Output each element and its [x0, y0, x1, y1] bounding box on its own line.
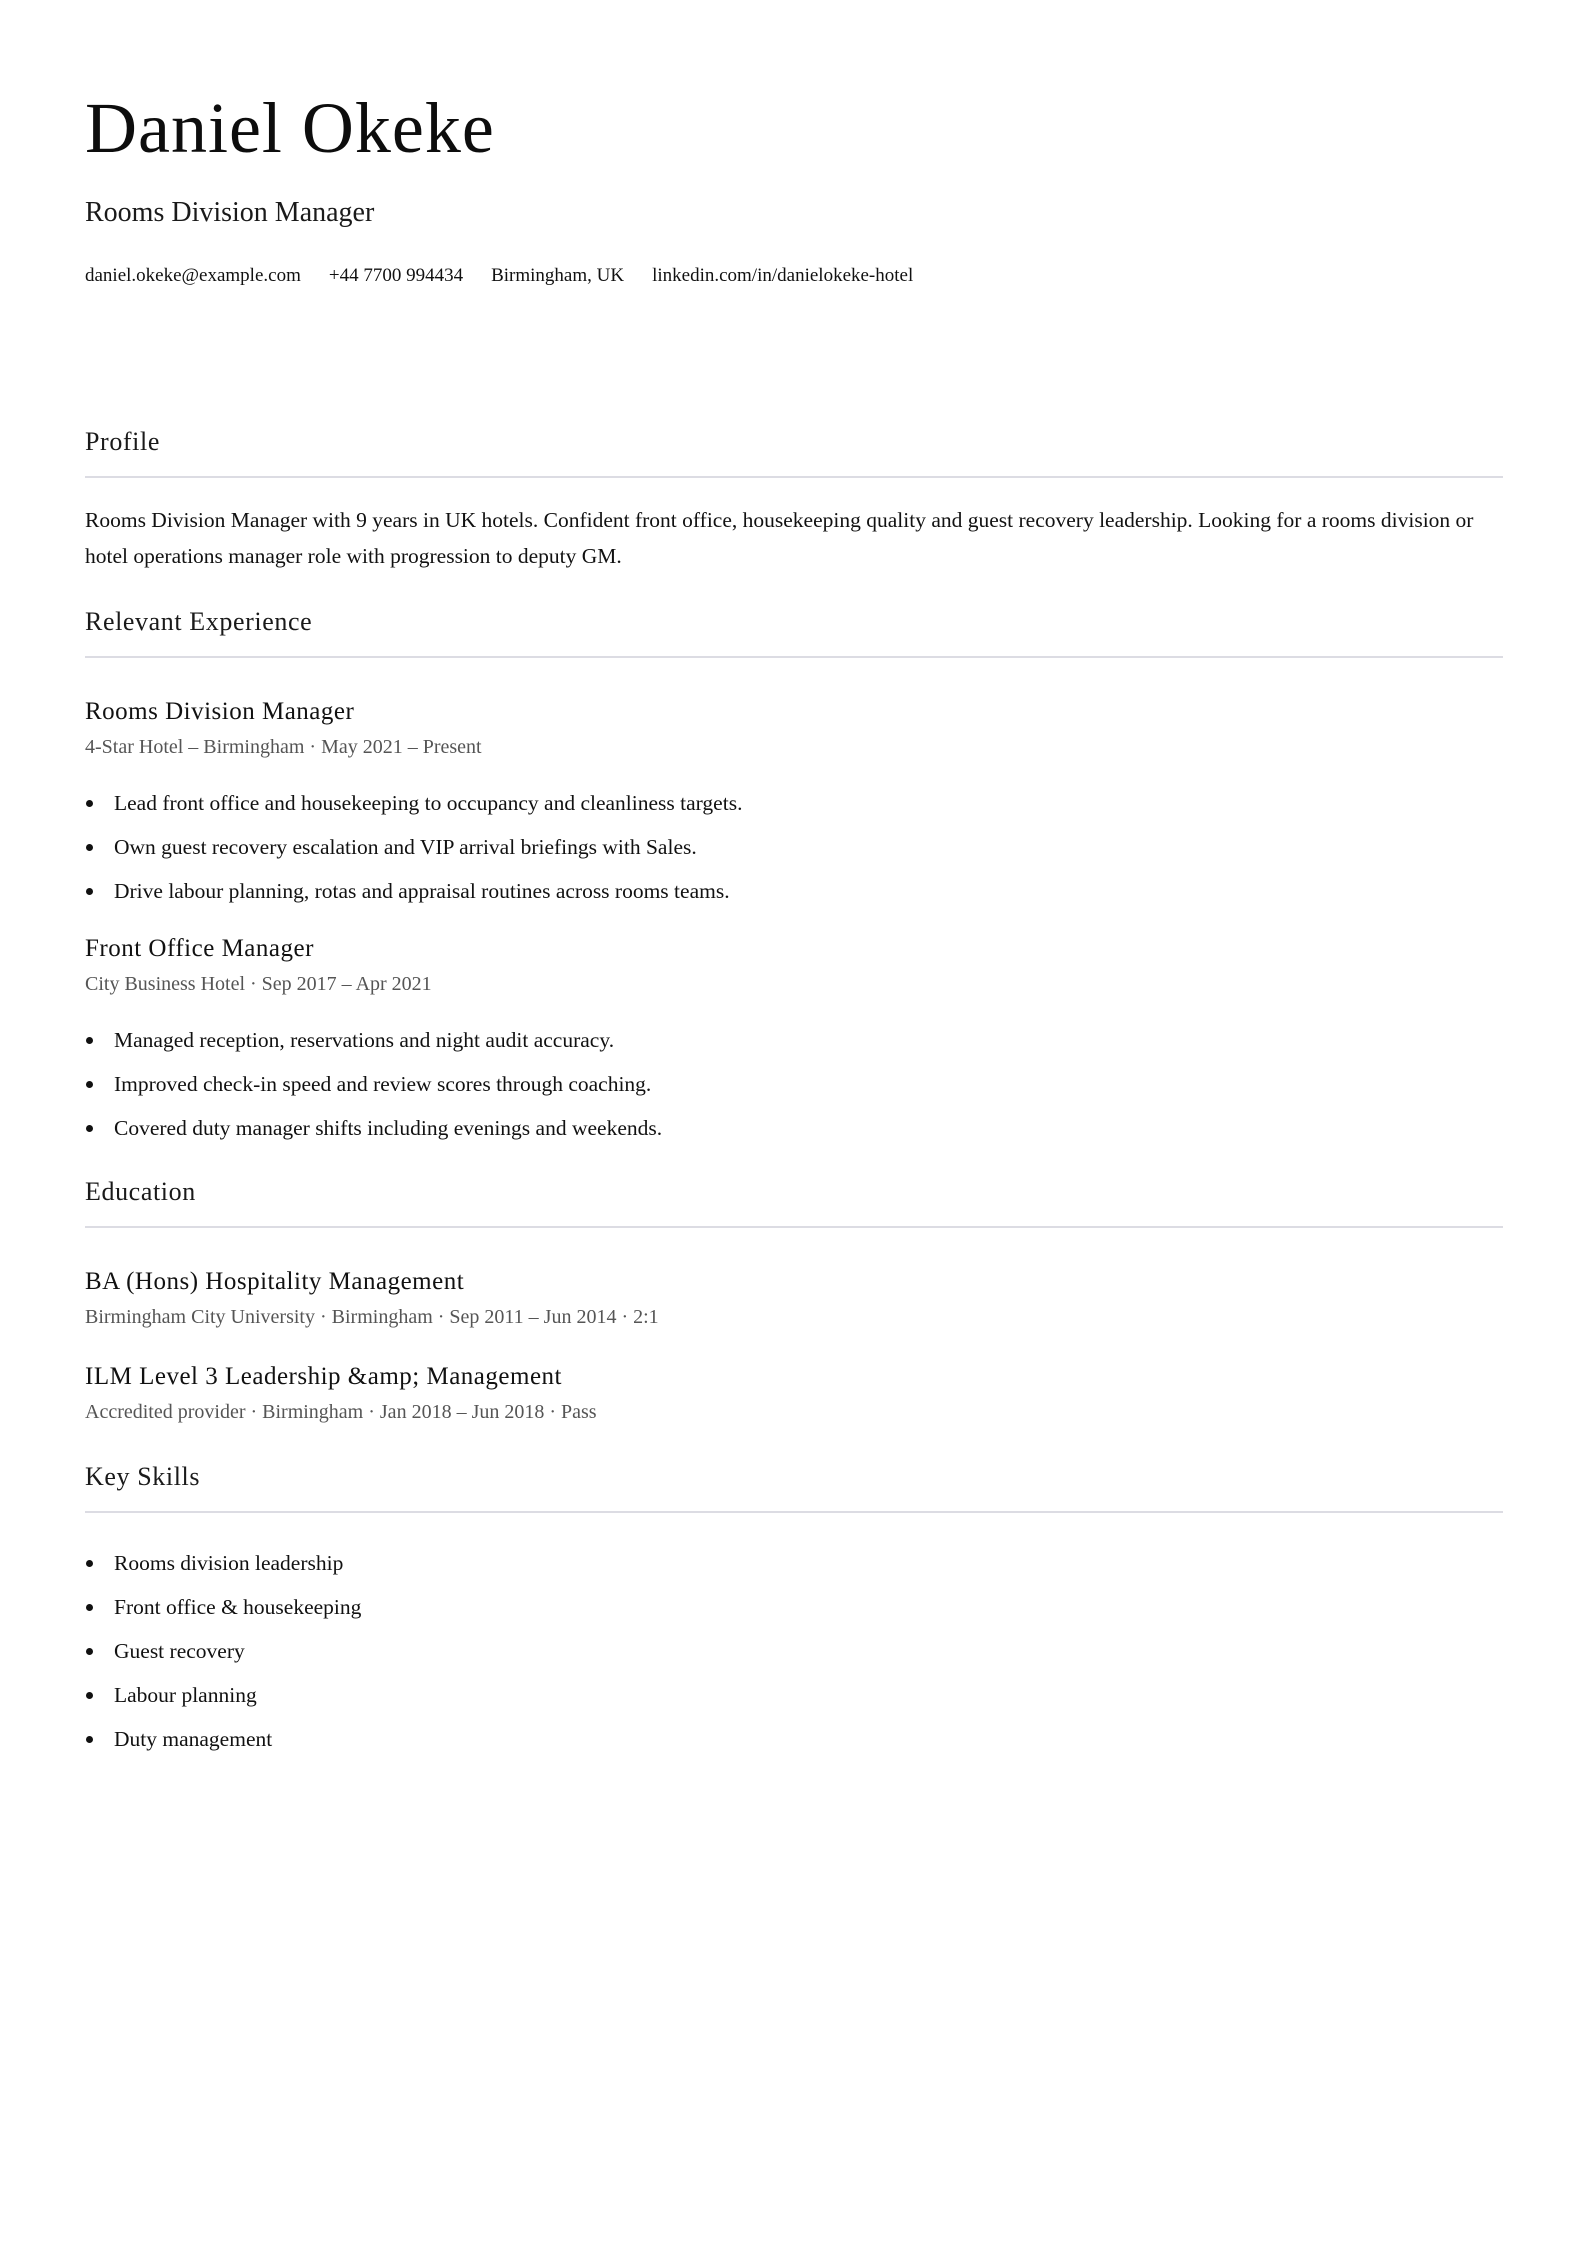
bullet-text: Improved check-in speed and review scores through coaching. — [114, 1072, 652, 1096]
bullet-icon — [86, 1648, 93, 1655]
list-item — [85, 833, 742, 877]
section-title-skills: Key Skills — [85, 1462, 201, 1491]
skill-text: Labour planning — [114, 1683, 257, 1707]
bullet-text: Managed reception, reservations and night audit accuracy. — [114, 1028, 615, 1052]
bullet-text: Own guest recovery escalation and VIP arrival briefings with Sales. — [114, 835, 697, 859]
section-divider — [85, 476, 1503, 478]
bullet-icon — [86, 1692, 93, 1699]
candidate-name: Daniel Okeke — [85, 88, 495, 168]
list-item — [85, 1637, 361, 1681]
list-item — [85, 1549, 361, 1593]
bullet-icon — [86, 844, 93, 851]
bullet-icon — [86, 1736, 93, 1743]
skills-list — [85, 1549, 361, 1769]
education-title: ILM Level 3 Leadership &amp; Management — [85, 1363, 562, 1390]
job-title: Front Office Manager — [85, 935, 314, 962]
skill-text: Duty management — [114, 1727, 273, 1751]
section-divider — [85, 1226, 1503, 1228]
contact-email: daniel.okeke@example.com — [85, 265, 301, 286]
list-item — [85, 1026, 662, 1070]
job-bullets — [85, 789, 742, 921]
bullet-icon — [86, 1081, 93, 1088]
bullet-icon — [86, 1125, 93, 1132]
section-title-experience: Relevant Experience — [85, 607, 313, 636]
bullet-icon — [86, 800, 93, 807]
list-item — [85, 1593, 361, 1637]
section-title-profile: Profile — [85, 427, 160, 456]
bullet-text: Drive labour planning, rotas and appraisal routines across rooms teams. — [114, 879, 730, 903]
section-divider — [85, 1511, 1503, 1513]
list-item — [85, 1070, 662, 1114]
section-divider — [85, 656, 1503, 658]
bullet-icon — [86, 1560, 93, 1567]
contact-linkedin: linkedin.com/in/danielokeke-hotel — [652, 265, 914, 286]
job-bullets — [85, 1026, 662, 1158]
list-item — [85, 1725, 361, 1769]
profile-text: Rooms Division Manager with 9 years in UK hotels. Confident front office, housekeeping quality and guest recovery leadership. Looking for a rooms division or hotel operations manager role with progression to deputy GM. — [85, 508, 1474, 568]
skill-text: Rooms division leadership — [114, 1551, 344, 1575]
contact-line — [85, 265, 913, 288]
section-title-education: Education — [85, 1177, 196, 1206]
list-item — [85, 877, 742, 921]
bullet-icon — [86, 888, 93, 895]
education-title: BA (Hons) Hospitality Management — [85, 1268, 465, 1295]
bullet-text: Covered duty manager shifts including evenings and weekends. — [114, 1116, 663, 1140]
education-meta: Accredited provider · Birmingham · Jan 2018 – Jun 2018 · Pass — [85, 1401, 597, 1423]
education-meta: Birmingham City University · Birmingham · Sep 2011 – Jun 2014 · 2:1 — [85, 1306, 659, 1328]
list-item — [85, 1114, 662, 1158]
job-title: Rooms Division Manager — [85, 698, 355, 725]
skill-text: Guest recovery — [114, 1639, 245, 1663]
job-meta: City Business Hotel · Sep 2017 – Apr 2021 — [85, 973, 432, 995]
contact-phone: +44 7700 994434 — [328, 265, 464, 286]
bullet-icon — [86, 1604, 93, 1611]
bullet-text: Lead front office and housekeeping to occupancy and cleanliness targets. — [114, 791, 743, 815]
candidate-role: Rooms Division Manager — [85, 197, 375, 228]
list-item — [85, 789, 742, 833]
skill-text: Front office & housekeeping — [114, 1595, 362, 1619]
bullet-icon — [86, 1037, 93, 1044]
list-item — [85, 1681, 361, 1725]
job-meta: 4-Star Hotel – Birmingham · May 2021 – Present — [85, 736, 482, 758]
contact-location: Birmingham, UK — [491, 265, 625, 286]
